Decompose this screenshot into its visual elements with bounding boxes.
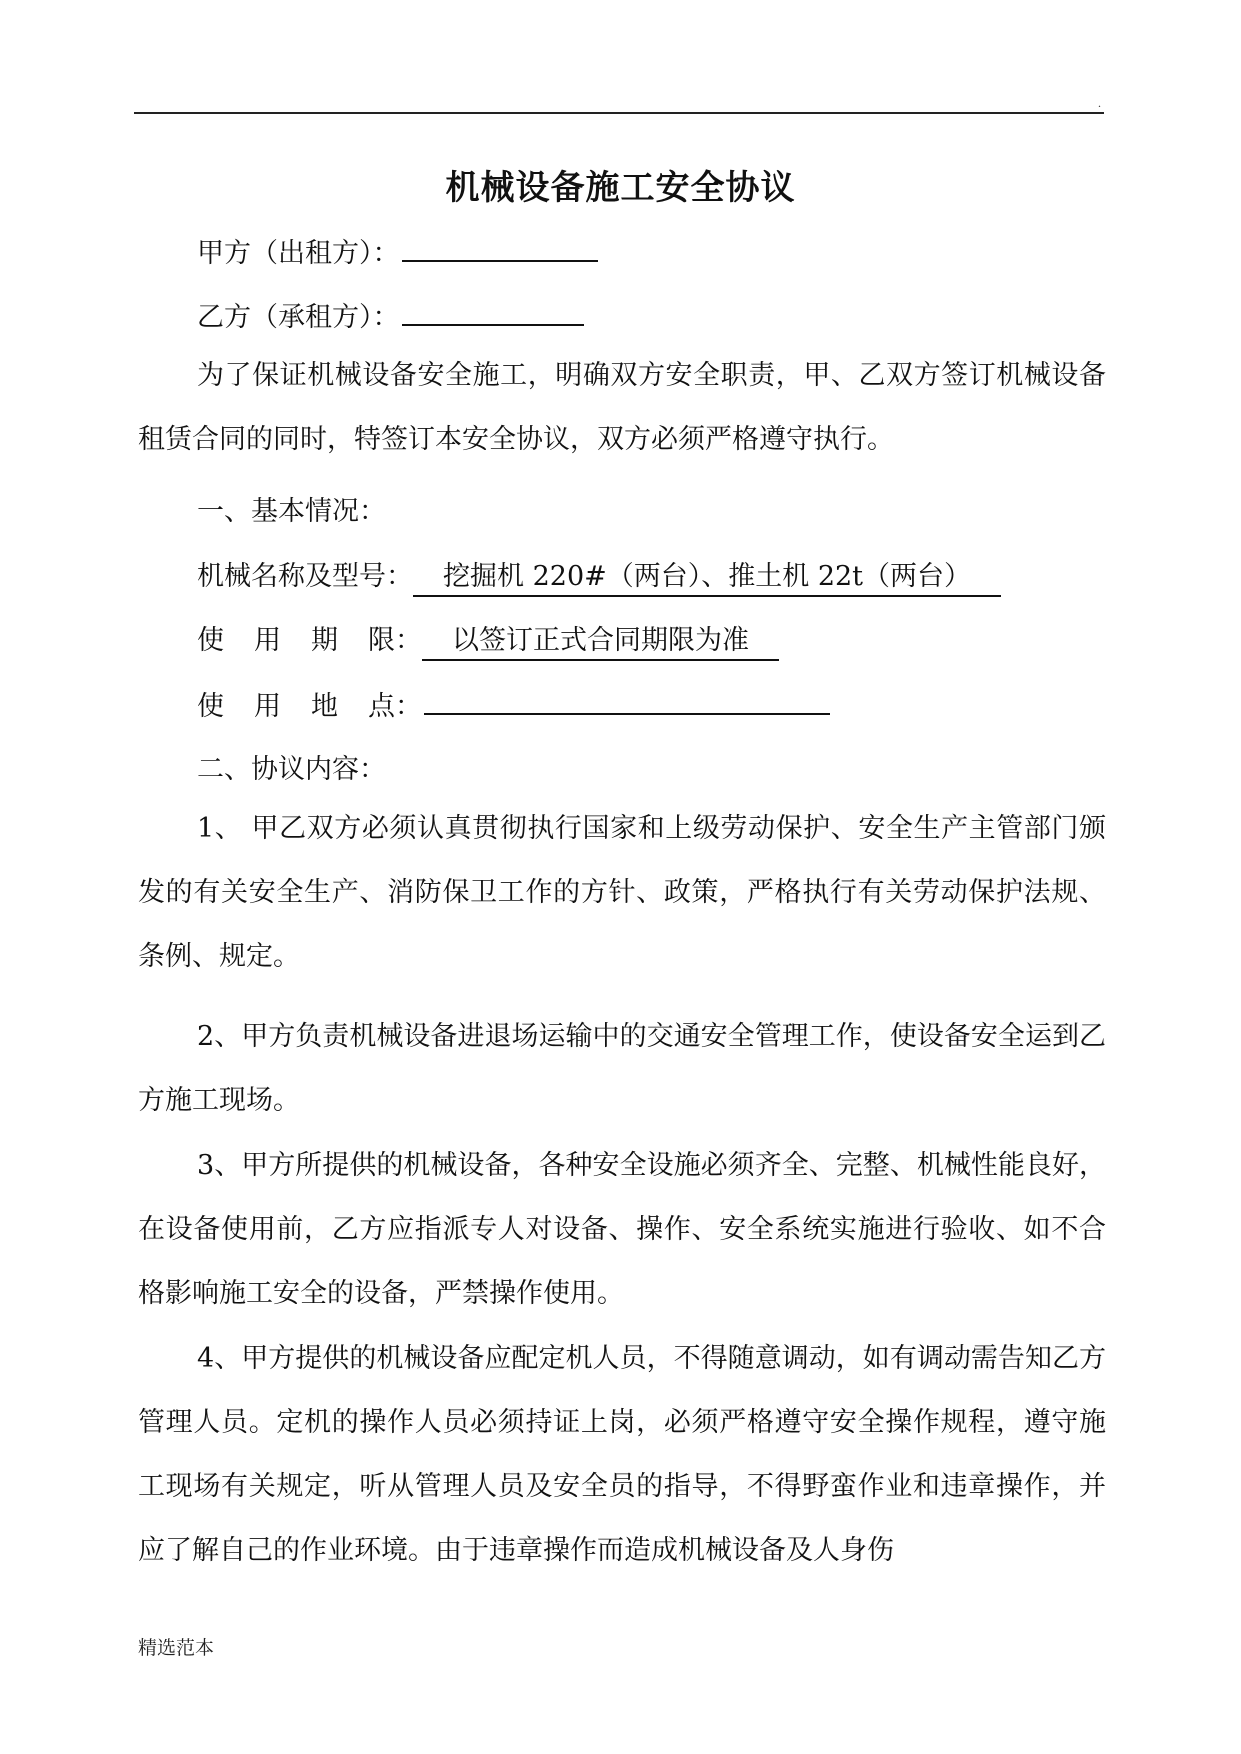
party-a-line — [197, 232, 598, 274]
party-b-line — [197, 296, 584, 338]
intro-paragraph: 为了保证机械设备安全施工，明确双方安全职责，甲、乙双方签订机械设备租赁合同的同时，特签订本安全协议，双方必须严格遵守执行。 — [138, 360, 1106, 455]
clause-3: 3、甲方所提供的机械设备，各种安全设施必须齐全、完整、机械性能良好，在设备使用前，乙方应指派专人对设备、操作、安全系统实施进行验收、如不合格影响施工安全的设备，严禁操作使用。 — [138, 1150, 1106, 1309]
place-label-char: 点： — [368, 691, 422, 722]
place-label-char: 使 — [197, 691, 224, 722]
party-b-blank[interactable] — [402, 296, 584, 326]
header-mark: . — [1098, 96, 1101, 110]
machine-value[interactable]: 挖掘机 220#（两台）、推土机 22t（两台） — [413, 559, 1001, 597]
section2-heading: 二、协议内容： — [197, 754, 386, 785]
period-label-char: 用 — [254, 625, 281, 656]
period-label-char: 期 — [311, 625, 338, 656]
period-line — [197, 621, 779, 661]
header-rule — [134, 112, 1104, 114]
section1-heading: 一、基本情况： — [197, 496, 386, 527]
machine-label: 机械名称及型号： — [197, 561, 413, 592]
party-b-label: 乙方（承租方）： — [197, 302, 400, 333]
place-line — [197, 685, 830, 727]
clause-4: 4、甲方提供的机械设备应配定机人员，不得随意调动，如有调动需告知乙方管理人员。定机的操作人员必须持证上岗，必须严格遵守安全操作规程，遵守施工现场有关规定，听从管理人员及安全员的指导，不得野蛮作业和违章操作，并应了解自己的作业环境。由于违章操作而造成机械设备及人身伤 — [138, 1343, 1106, 1566]
period-label-char: 使 — [197, 625, 224, 656]
party-a-blank[interactable] — [402, 232, 598, 262]
place-blank[interactable] — [424, 685, 830, 715]
machine-line — [197, 557, 1001, 597]
place-label-char: 用 — [254, 691, 281, 722]
footer-label: 精选范本 — [138, 1637, 215, 1659]
clause-1: 1、 甲乙双方必须认真贯彻执行国家和上级劳动保护、安全生产主管部门颁发的有关安全生产、消防保卫工作的方针、政策，严格执行有关劳动保护法规、条例、规定。 — [138, 813, 1106, 972]
clause-2: 2、甲方负责机械设备进退场运输中的交通安全管理工作，使设备安全运到乙方施工现场。 — [138, 1021, 1106, 1116]
period-value[interactable]: 以签订正式合同期限为准 — [422, 623, 779, 661]
period-label-char: 限： — [368, 625, 422, 656]
document-title: 机械设备施工安全协议 — [445, 168, 796, 208]
place-label-char: 地 — [311, 691, 338, 722]
party-a-label: 甲方（出租方）： — [197, 238, 400, 269]
